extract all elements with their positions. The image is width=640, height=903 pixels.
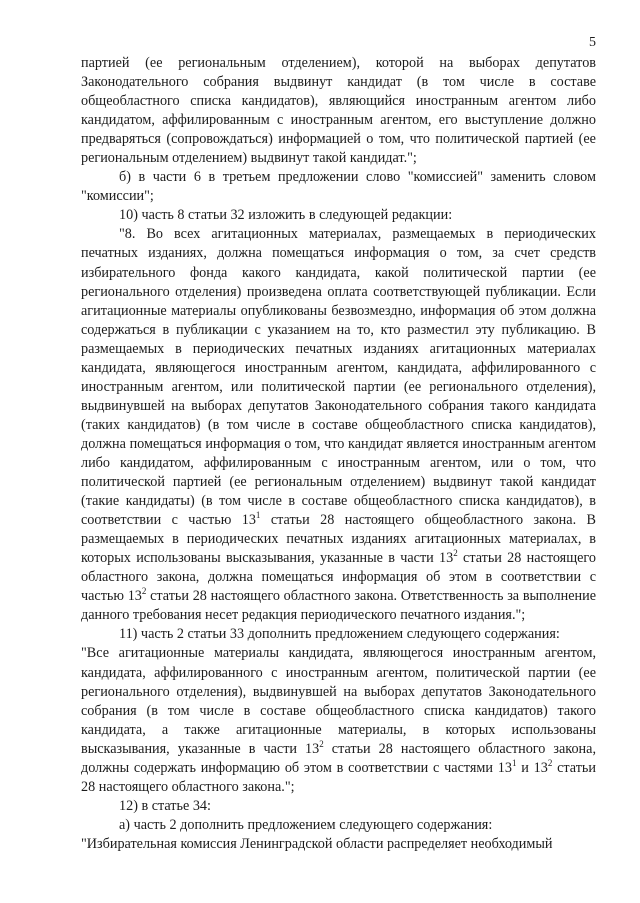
paragraph — [81, 54, 596, 168]
text-segment: партией (ее региональным отделением), которой на выборах депутатов Законодательного собрания выдвинут кандидат (в том числе в составе общеобластного списка кандидатов), являющийся иностранным агентом либо кандидатом, аффилированным с иностранным агентом, его выступление должно предваряться (сопровождаться) информацией о том, что политической партией (ее региональным отделением) выдвинут такой кандидат."; — [81, 55, 596, 167]
paragraph — [81, 206, 596, 225]
paragraph — [81, 644, 596, 796]
superscript: 2 — [319, 738, 324, 749]
paragraph — [81, 625, 596, 644]
text-segment: "Избирательная комиссия Ленинградской области распределяет необходимый — [81, 835, 553, 852]
text-segment: а) часть 2 дополнить предложением следующего содержания: — [119, 816, 493, 833]
superscript: 1 — [511, 757, 517, 768]
text-segment: 10) часть 8 статьи 32 изложить в следующей редакции: — [119, 207, 453, 224]
paragraph — [81, 168, 596, 206]
text-segment: статьи 28 настоящего областного закона. Ответственность за выполнение данного требования несет редакция периодического печатного издания."; — [81, 588, 597, 624]
superscript: 2 — [453, 548, 458, 559]
text-segment: статьи 28 настоящего областного закона, должна помещаться информация об этом в соответствии с частью 13 — [81, 550, 596, 605]
document-body — [81, 54, 596, 854]
text-segment: и 13 — [516, 759, 548, 776]
page-number: 5 — [589, 35, 596, 50]
text-segment: статьи 28 настоящего областного закона."; — [81, 759, 596, 795]
superscript: 2 — [141, 586, 147, 597]
text-segment: "8. Во всех агитационных материалах, размещаемых в периодических печатных изданиях, должна помещаться информация о том, за счет средств избирательного фонда какого кандидата, какой политической партии (ее регионального отделения) произведена оплата соответствующей публикации. Если агитационные материалы опубликованы безвозмездно, информация об этом должна содержаться в публикации с указанием на то, кто разместил эту публикацию. В размещаемых в периодических печатных изданиях агитационных материалах кандидата, являющегося иностранным агентом, кандидата, аффилированного с иностранным агентом, или политической партии (ее регионального отделения), выдвинувшей на выборах депутатов Законодательного собрания такого кандидата (таких кандидатов) (в том числе в составе общеобластного списка кандидатов), должна помещаться информация о том, что кандидат является иностранным агентом либо кандидатом, аффилированным с иностранным агентом, или о том, что политической партией (ее региональным отделением) выдвинут такой кандидат (такие кандидаты) (в том числе в составе общеобластного списка кандидатов), в соответствии с частью 13 — [81, 226, 596, 529]
superscript: 2 — [547, 757, 553, 768]
paragraph — [81, 797, 596, 816]
text-segment: статьи 28 настоящего областного закона, должны содержать информацию об этом в соответствии с частями 13 — [81, 740, 596, 776]
paragraph — [81, 225, 596, 625]
paragraph — [81, 835, 596, 854]
text-segment: статьи 28 настоящего общеобластного закона. В размещаемых в периодических печатных изданиях агитационных материалах, в которых использованы высказывания, указанные в части 13 — [81, 512, 597, 567]
superscript: 1 — [255, 510, 261, 521]
text-segment: 11) часть 2 статьи 33 дополнить предложением следующего содержания: — [119, 626, 560, 643]
text-segment: "Все агитационные материалы кандидата, являющегося иностранным агентом, кандидата, аффилированного с иностранным агентом, политической партии (ее регионального отделения), выдвинувшей на выборах депутатов Законодательного собрания (в том числе в составе общеобластного списка кандидатов) такого кандидата, а также агитационные материалы, в которых использованы высказывания, указанные в части 13 — [81, 645, 596, 757]
text-segment: 12) в статье 34: — [119, 797, 211, 814]
paragraph — [81, 816, 596, 835]
text-segment: б) в части 6 в третьем предложении слово "комиссией" заменить словом "комиссии"; — [81, 169, 596, 205]
